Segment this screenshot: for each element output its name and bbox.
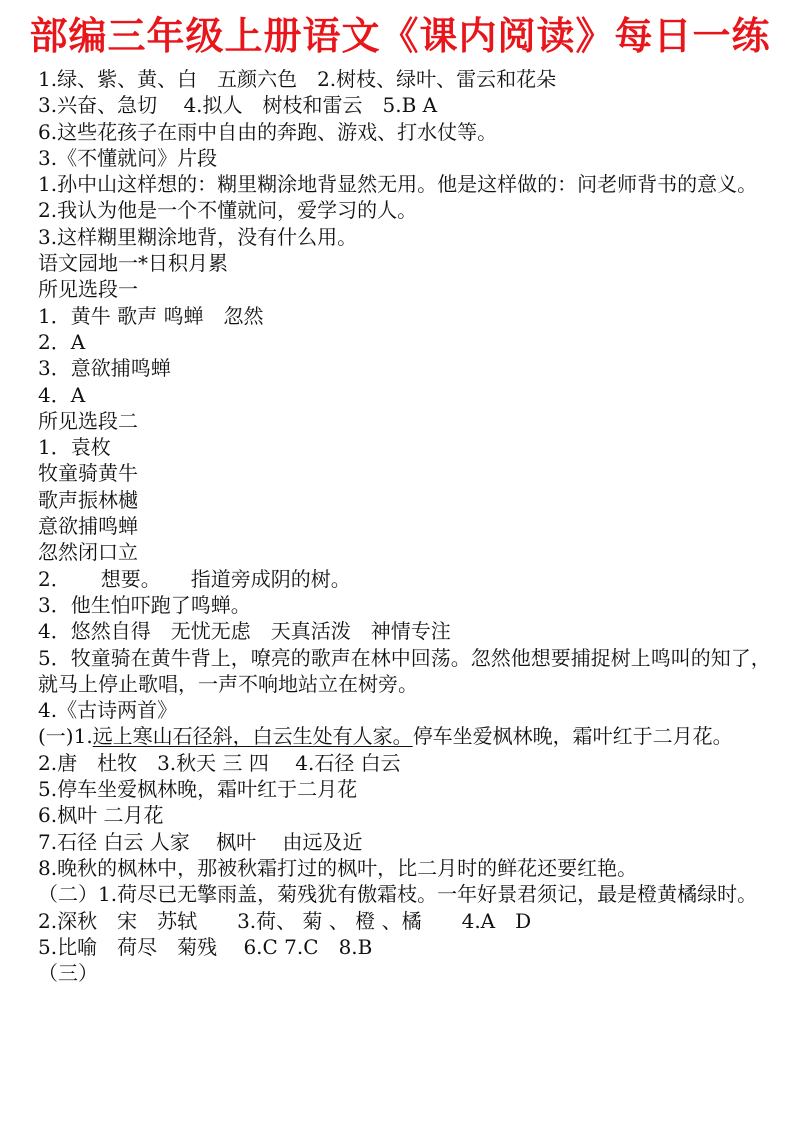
- answer-line: 2．A: [38, 329, 86, 354]
- poem-answer-line: [38, 723, 780, 749]
- poem-answer-prefix: (一)1.: [38, 724, 93, 749]
- answer-line: 1.孙中山这样想的：糊里糊涂地背显然无用。他是这样做的：问老师背书的意义。: [38, 172, 758, 197]
- answer-line: 2.唐 杜牧 3.秋天 三 四 4.石径 白云: [38, 750, 401, 775]
- answer-line: 3.兴奋、急切 4.拟人 树枝和雷云 5.B A: [38, 93, 438, 118]
- poem-line: 牧童骑黄牛: [38, 461, 138, 486]
- page-title: 部编三年级上册语文《课内阅读》每日一练: [29, 13, 771, 58]
- answer-line: 5.停车坐爱枫林晚，霜叶红于二月花: [38, 777, 358, 802]
- answer-line: 8.晚秋的枫林中，那被秋霜打过的枫叶，比二月时的鲜花还要红艳。: [38, 855, 638, 880]
- answer-line: 2． 想要。 指道旁成阴的树。: [38, 566, 351, 591]
- section-heading: 4.《古诗两首》: [38, 698, 178, 723]
- section-heading: 3.《不懂就问》片段: [38, 145, 218, 170]
- poem-line: 歌声振林樾: [38, 487, 138, 512]
- answer-line: 3．他生怕吓跑了鸣蝉。: [38, 592, 251, 617]
- answer-line: 3．意欲捕鸣蝉: [38, 356, 171, 381]
- poem-line: 忽然闭口立: [38, 540, 138, 565]
- answer-line: 5．牧童骑在黄牛背上，嘹亮的歌声在林中回荡。忽然他想要捕捉树上鸣叫的知了，就马上停止歌唱，一声不响地站立在树旁。: [38, 645, 771, 696]
- answer-line: 2.我认为他是一个不懂就问，爱学习的人。: [38, 198, 418, 223]
- poem-line: 意欲捕鸣蝉: [38, 514, 138, 539]
- underlined-verse: 远上寒山石径斜，白云生处有人家。: [92, 724, 413, 749]
- answer-line: 2.深秋 宋 苏轼 3.荷、 菊 、 橙 、橘 4.A D: [38, 908, 532, 933]
- subsection-heading: 所见选段二: [38, 408, 138, 433]
- answer-line: 5.比喻 荷尽 菊残 6.C 7.C 8.B: [38, 934, 373, 959]
- section-heading: 语文园地一*日积月累: [38, 251, 228, 276]
- answer-line: 3.这样糊里糊涂地背，没有什么用。: [38, 224, 358, 249]
- answer-line: 1．袁枚: [38, 435, 111, 460]
- answer-line: 7.石径 白云 人家 枫叶 由远及近: [38, 829, 363, 854]
- answer-line: 4．悠然自得 无忧无虑 天真活泼 神情专注: [38, 619, 451, 644]
- answer-content: [38, 66, 780, 986]
- answer-line: 1.绿、紫、黄、白 五颜六色 2.树枝、绿叶、雷云和花朵: [38, 67, 557, 91]
- section-heading: （三）: [38, 961, 98, 986]
- answer-line: 4．A: [38, 382, 86, 407]
- answer-line: 6.这些花孩子在雨中自由的奔跑、游戏、打水仗等。: [38, 119, 498, 144]
- answer-line: （二）1.荷尽已无擎雨盖，菊残犹有傲霜枝。一年好景君须记，最是橙黄橘绿时。: [38, 882, 758, 907]
- answer-line: 6.枫叶 二月花: [38, 803, 164, 828]
- poem-answer-suffix: 停车坐爱枫林晚，霜叶红于二月花。: [412, 724, 733, 749]
- subsection-heading: 所见选段一: [38, 277, 138, 302]
- answer-line: 1．黄牛 歌声 鸣蝉 忽然: [38, 303, 264, 328]
